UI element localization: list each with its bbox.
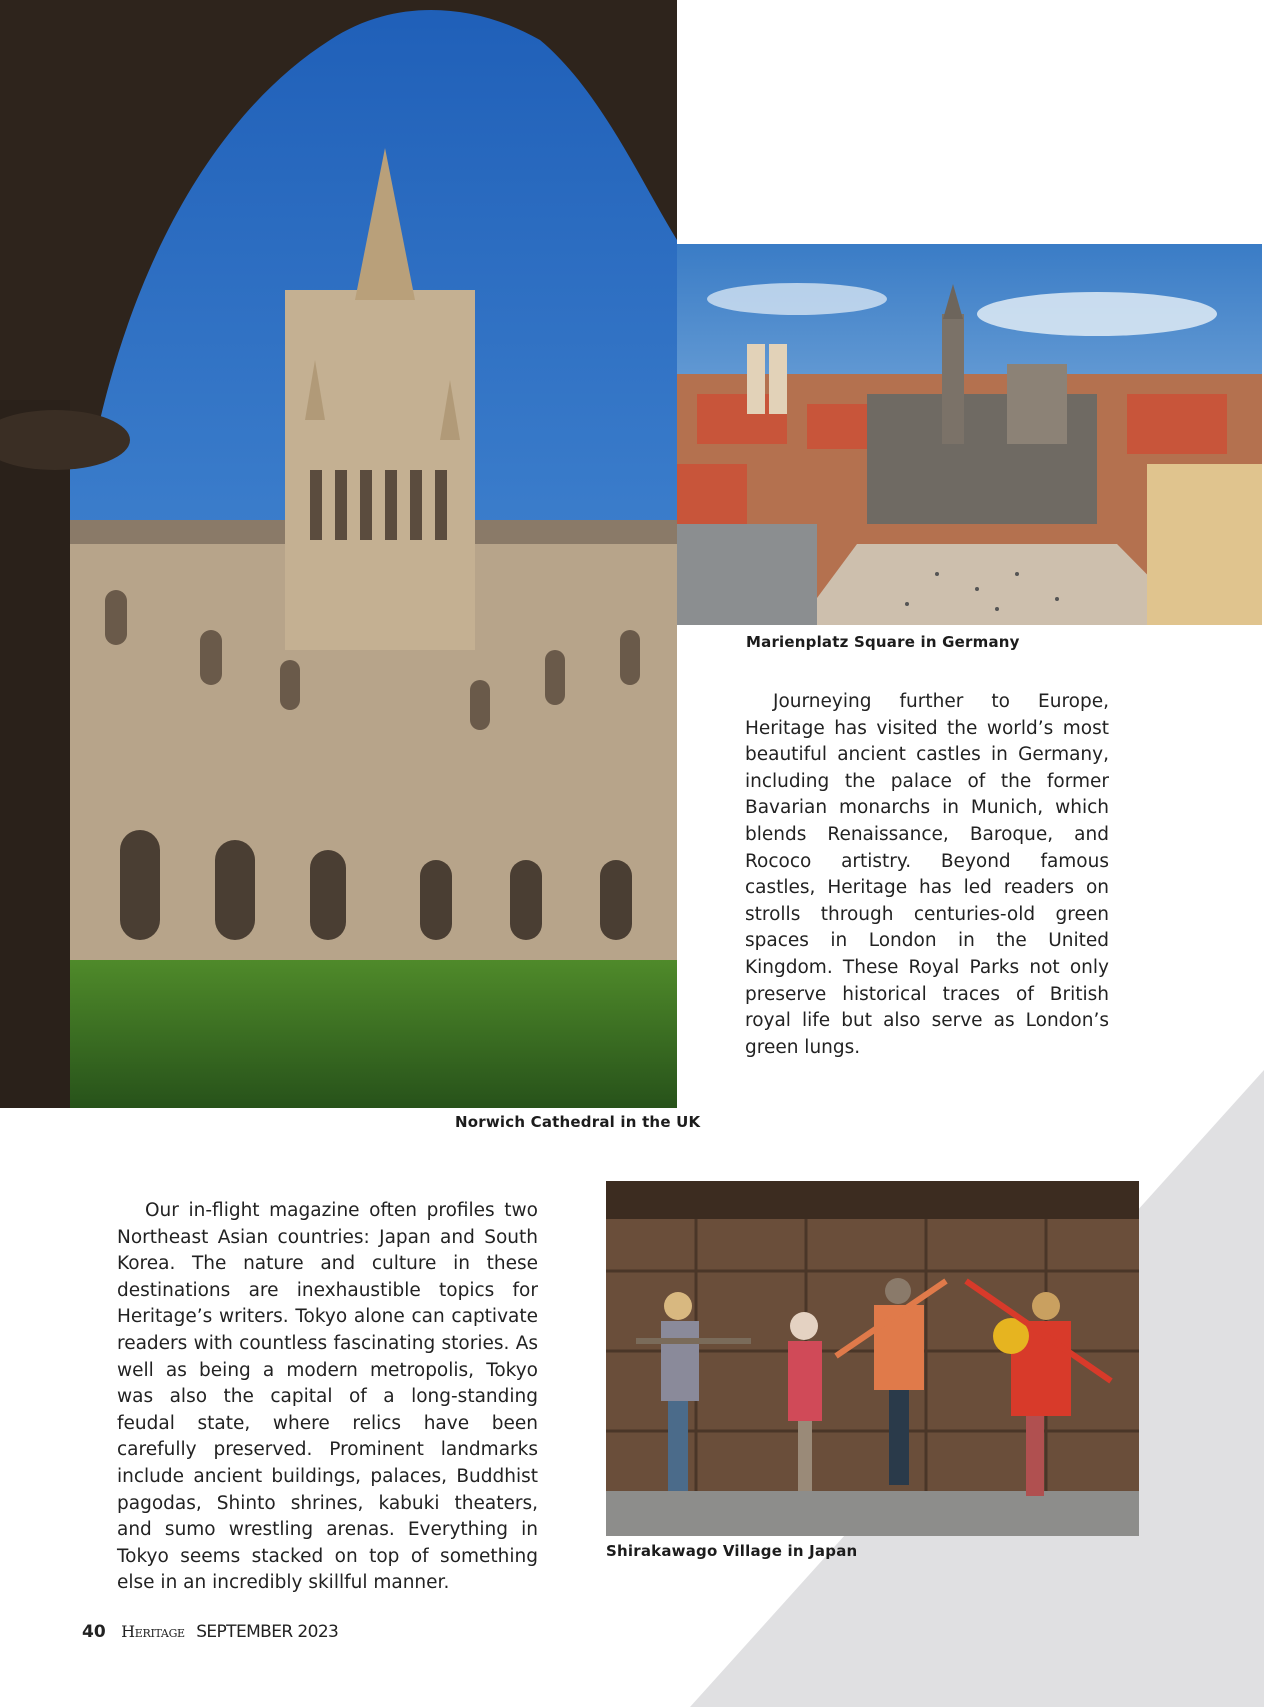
norwich-cathedral-photo: [0, 0, 677, 1108]
shirakawago-caption: Shirakawago Village in Japan: [606, 1542, 858, 1560]
marienplatz-caption: Marienplatz Square in Germany: [746, 633, 1020, 651]
marienplatz-photo: [677, 244, 1262, 625]
magazine-name: Heritage: [121, 1622, 185, 1641]
europe-paragraph: Journeying further to Europe, Heritage has visited the world’s most beautiful ancient castles in Germany, including the palace of the former Bavarian monarchs in Munich, which blends Renaissance, Baroque, and Rococo artistry. Beyond famous castles, Heritage has led readers on strolls through centuries-old green spaces in London in the United Kingdom. These Royal Parks not only preserve historical traces of British royal life but also serve as London’s green lungs.: [745, 691, 1109, 1058]
europe-article-text: [745, 689, 1109, 1061]
asia-paragraph: Our in-flight magazine often profiles two Northeast Asian countries: Japan and South Korea. The nature and culture in these destinations are inexhaustible topics for Heritage’s writers. Tokyo alone can captivate readers with countless fascinating stories. As well as being a modern metropolis, Tokyo was also the capital of a long-standing feudal state, where relics have been carefully preserved. Prominent landmarks include ancient buildings, palaces, Buddhist pagodas, Shinto shrines, kabuki theaters, and sumo wrestling arenas. Everything in Tokyo seems stacked on top of something else in an incredibly skillful manner.: [117, 1200, 538, 1594]
shirakawago-photo: [606, 1181, 1139, 1536]
norwich-cathedral-caption: Norwich Cathedral in the UK: [455, 1113, 701, 1131]
page-number: 40: [82, 1622, 106, 1642]
asia-article-text: [117, 1198, 538, 1597]
page-footer: [82, 1622, 338, 1642]
issue-date: SEPTEMBER 2023: [196, 1622, 339, 1642]
